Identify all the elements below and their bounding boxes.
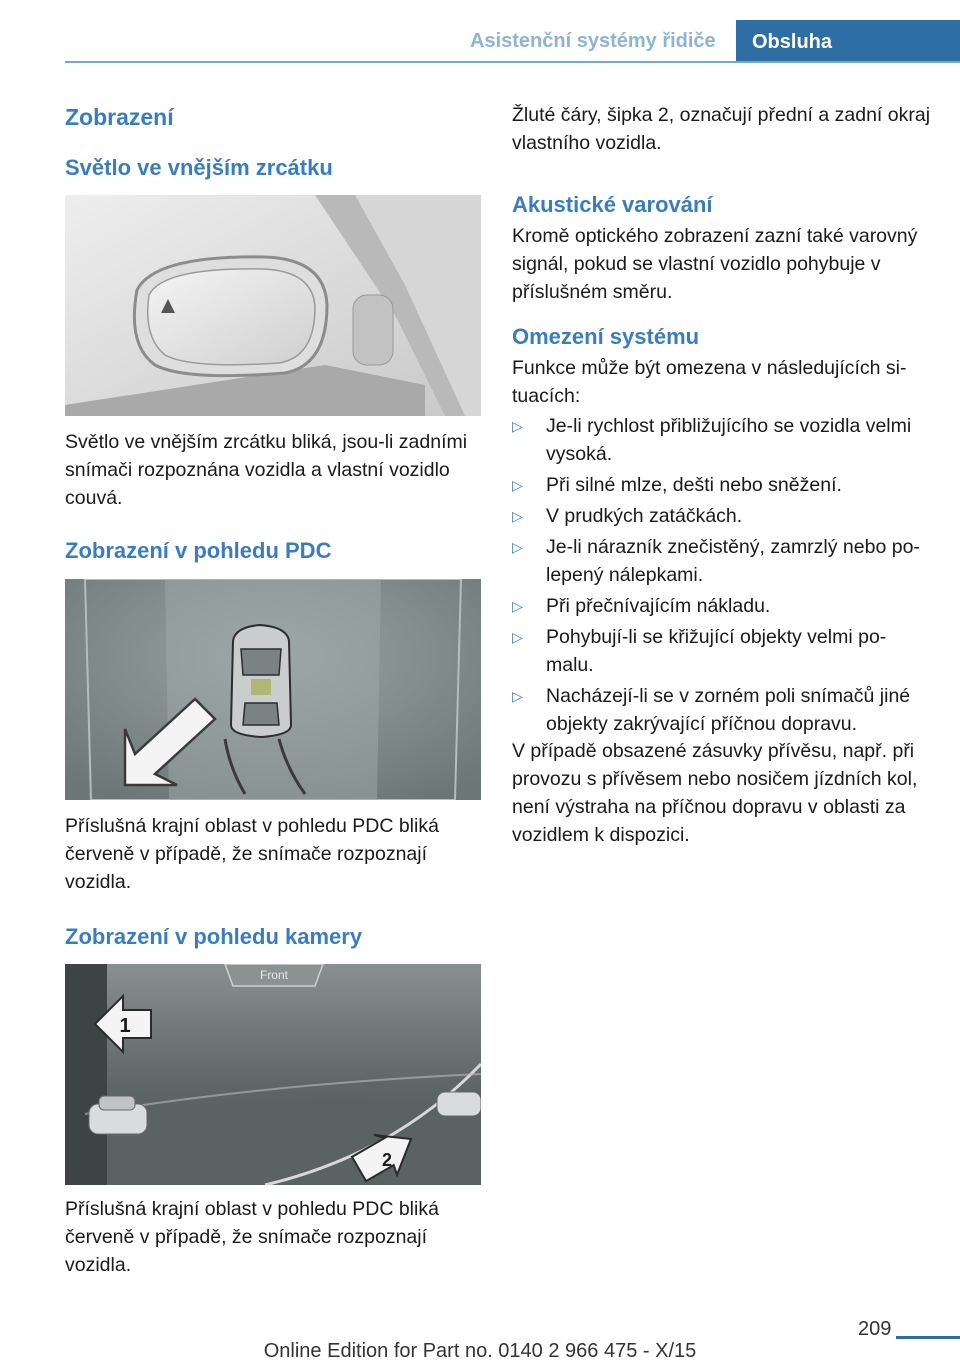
- paragraph-yellow-lines: Žluté čáry, šipka 2, označují přední a zadní okraj vlastního vozidla.: [512, 104, 931, 154]
- list-item: ▷ Při silné mlze, dešti nebo sněžení.: [512, 471, 932, 499]
- camera-label-2: 2: [381, 1150, 393, 1170]
- section-heading-zobrazeni: Zobrazení: [65, 104, 174, 130]
- list-item: ▷ Nacházejí-li se v zorném poli snímačů jiné objekty zakrývající příčnou dopravu.: [512, 682, 932, 738]
- header-chapter-tab: Obsluha: [736, 20, 960, 63]
- paragraph-system-limits: Funkce může být omezena v následujících si‐tuacích:: [512, 357, 907, 407]
- list-item: ▷ Je-li rychlost přibližujícího se vozidla velmi vysoká.: [512, 412, 932, 468]
- list-item: ▷ Pohybují-li se křižující objekty velmi po‐malu.: [512, 623, 932, 679]
- footer-rule: [896, 1336, 960, 1339]
- camera-label-front: Front: [259, 968, 289, 982]
- camera-label-1: 1: [119, 1015, 131, 1037]
- header-rule: [65, 61, 960, 63]
- triangle-bullet-icon: ▷: [512, 508, 523, 524]
- subheading-camera-view: Zobrazení v pohledu kamery: [65, 924, 363, 949]
- paragraph-acoustic-warning: Kromě optického zobrazení zazní také varovný signál, pokud se vlastní vozidlo pohybuje v příslušném směru.: [512, 225, 918, 303]
- triangle-bullet-icon: ▷: [512, 688, 523, 704]
- triangle-bullet-icon: ▷: [512, 629, 523, 645]
- triangle-bullet-icon: ▷: [512, 418, 523, 434]
- subheading-mirror-light: Světlo ve vnějším zrcátku: [65, 155, 333, 180]
- paragraph-mirror-light: Světlo ve vnějším zrcátku bliká, jsou-li zadními snímači rozpoznána vozidla a vlastní vozidlo couvá.: [65, 431, 468, 509]
- page-number: 209: [858, 1318, 892, 1340]
- paragraph-camera-view: Příslušná krajní oblast v pohledu PDC bliká červeně v případě, že snímače rozpoznají vozidla.: [65, 1198, 439, 1276]
- triangle-bullet-icon: ▷: [512, 598, 523, 614]
- triangle-bullet-icon: ▷: [512, 477, 523, 493]
- triangle-bullet-icon: ▷: [512, 539, 523, 555]
- figure-pdc-view: [65, 579, 481, 800]
- subheading-system-limits: Omezení systému: [512, 324, 700, 349]
- list-item: ▷ Při přečnívajícím nákladu.: [512, 592, 932, 620]
- paragraph-pdc-view: Příslušná krajní oblast v pohledu PDC bliká červeně v případě, že snímače rozpoznají vozidla.: [65, 815, 439, 893]
- subheading-acoustic-warning: Akustické varování: [512, 192, 713, 217]
- limits-list: [512, 412, 932, 741]
- subheading-pdc-view: Zobrazení v pohledu PDC: [65, 538, 332, 563]
- header-section-title: Asistenční systémy řidiče: [470, 30, 716, 52]
- edition-footer: Online Edition for Part no. 0140 2 966 475 - X/15: [263, 1340, 697, 1362]
- figure-exterior-mirror: [65, 195, 481, 416]
- figure-camera-view: [65, 964, 481, 1185]
- list-item: ▷ Je-li nárazník znečistěný, zamrzlý nebo po‐lepený nálepkami.: [512, 533, 932, 589]
- paragraph-trailer-note: V případě obsazené zásuvky přívěsu, např. při provozu s přívěsem nebo nosičem jízdních kol, není výstraha na příčnou dopravu v oblasti za vozidlem k dispozici.: [512, 740, 918, 846]
- list-item: ▷ V prudkých zatáčkách.: [512, 502, 932, 530]
